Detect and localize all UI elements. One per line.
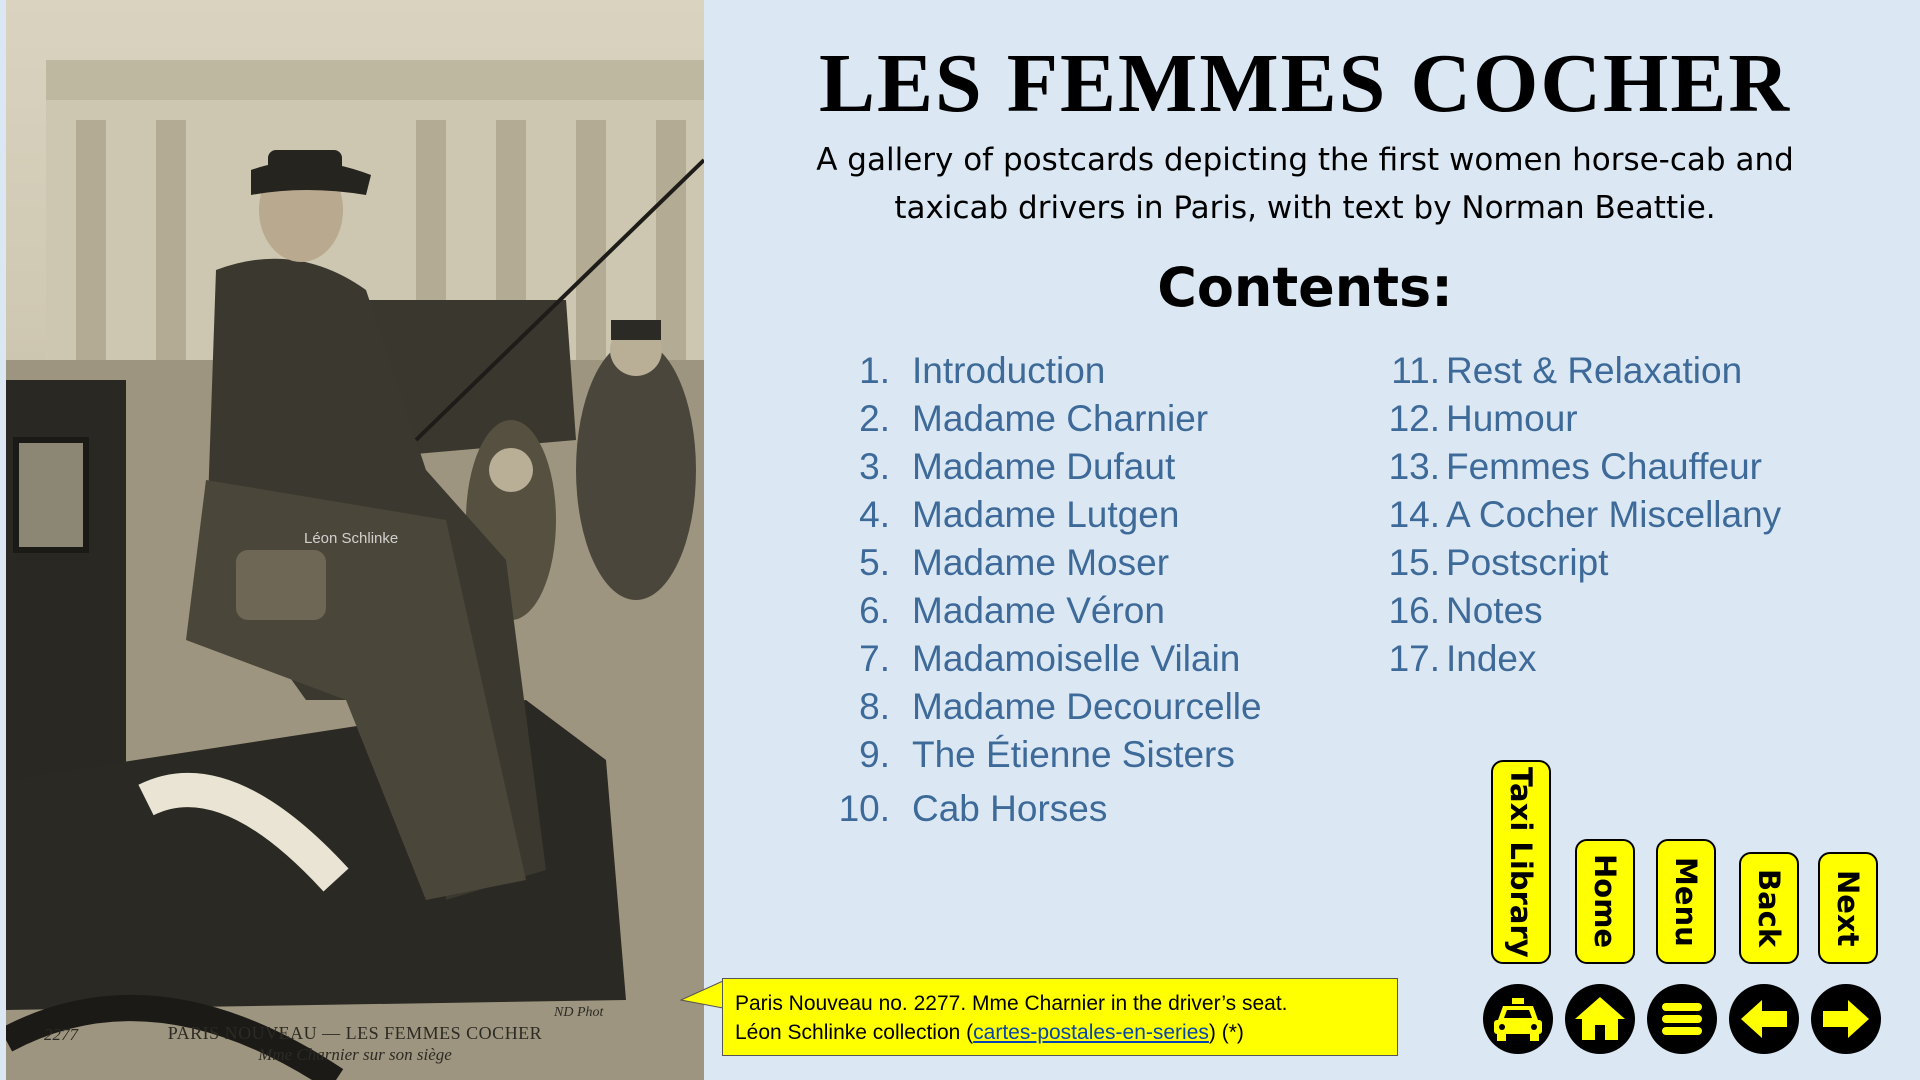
toc-item-number: 15. xyxy=(1388,542,1440,583)
toc-item xyxy=(810,446,1330,494)
photo-watermark: Léon Schlinke xyxy=(304,530,399,547)
toc-item-link[interactable]: Madame Moser xyxy=(912,542,1170,583)
toc-item-link[interactable]: Femmes Chauffeur xyxy=(1446,446,1762,487)
postcard-photo xyxy=(6,0,704,1080)
arrow-right-icon xyxy=(1811,984,1881,1054)
toc-right-column xyxy=(1370,350,1890,686)
toc-item-number: 3. xyxy=(859,446,890,487)
toc-left-column xyxy=(810,350,1330,836)
toc-item-number: 11. xyxy=(1391,350,1440,391)
toc-item xyxy=(1370,350,1890,398)
toc-item xyxy=(1370,590,1890,638)
toc-item xyxy=(1370,398,1890,446)
toc-item xyxy=(1370,446,1890,494)
toc-item xyxy=(810,638,1330,686)
home-label: Home xyxy=(1588,854,1622,949)
toc-item-link[interactable]: Madame Charnier xyxy=(912,398,1209,439)
next-button[interactable] xyxy=(1818,852,1878,964)
back-button[interactable] xyxy=(1739,852,1799,964)
toc-item-number: 16. xyxy=(1388,590,1440,631)
home-icon-button[interactable] xyxy=(1565,984,1635,1054)
taxi-icon-button[interactable] xyxy=(1483,984,1553,1054)
toc-item-number: 4. xyxy=(859,494,890,535)
source-link[interactable]: cartes-postales-en-series xyxy=(973,1021,1209,1044)
toc-item xyxy=(810,494,1330,542)
toc-item-number: 10. xyxy=(838,788,890,829)
toc-item-link[interactable]: Postscript xyxy=(1446,542,1609,583)
toc-item-number: 8. xyxy=(859,686,890,727)
toc-item-number: 13. xyxy=(1388,446,1440,487)
menu-button[interactable] xyxy=(1656,839,1716,964)
toc-item-number: 17. xyxy=(1388,638,1440,679)
toc-item-link[interactable]: Introduction xyxy=(912,350,1106,391)
toc-item xyxy=(810,350,1330,398)
taxi-library-label: Taxi Library xyxy=(1504,766,1538,958)
postcard-series-title: PARIS NOUVEAU — LES FEMMES COCHER xyxy=(167,1023,543,1043)
caption-pointer xyxy=(680,978,724,1018)
page-subtitle: A gallery of postcards depicting the first women horse-cab and taxicab drivers in Paris, with text by Norman Beattie. xyxy=(816,142,1794,226)
page-title: LES FEMMES COCHER xyxy=(818,37,1792,130)
caption-line-1: Paris Nouveau no. 2277. Mme Charnier in the driver’s seat. xyxy=(735,992,1288,1015)
menu-icon-button[interactable] xyxy=(1647,984,1717,1054)
photo-caption xyxy=(722,978,1398,1056)
toc-item-link[interactable]: Cab Horses xyxy=(912,788,1108,829)
toc-item-link[interactable]: The Étienne Sisters xyxy=(912,734,1235,775)
toc-item xyxy=(810,788,1330,836)
toc-item-link[interactable]: Notes xyxy=(1446,590,1543,631)
toc-item xyxy=(1370,494,1890,542)
toc-item-link[interactable]: Madame Lutgen xyxy=(912,494,1180,535)
toc-item xyxy=(1370,638,1890,686)
toc-item-number: 2. xyxy=(859,398,890,439)
toc-item xyxy=(810,398,1330,446)
toc-item xyxy=(810,542,1330,590)
home-icon xyxy=(1565,984,1635,1054)
back-icon-button[interactable] xyxy=(1729,984,1799,1054)
postcard-number: 2277 xyxy=(44,1025,78,1044)
home-button[interactable] xyxy=(1575,839,1635,964)
toc-item-number: 1. xyxy=(859,350,890,391)
toc-item-link[interactable]: Index xyxy=(1446,638,1537,679)
back-label: Back xyxy=(1752,868,1786,948)
toc-item-link[interactable]: Rest & Relaxation xyxy=(1446,350,1743,391)
caption-collection: Léon Schlinke collection ( xyxy=(735,1021,974,1044)
menu-icon xyxy=(1647,984,1717,1054)
contents-heading: Contents: xyxy=(1157,256,1453,319)
next-label: Next xyxy=(1831,869,1865,947)
toc-item-number: 9. xyxy=(859,734,890,775)
toc-item xyxy=(1370,542,1890,590)
toc-item xyxy=(810,686,1330,734)
toc-item-number: 14. xyxy=(1388,494,1440,535)
toc-item xyxy=(810,590,1330,638)
caption-line-2 xyxy=(735,1018,1385,1047)
toc-item-link[interactable]: Madame Dufaut xyxy=(912,446,1176,487)
taxi-library-button[interactable] xyxy=(1491,760,1551,964)
toc-item-link[interactable]: A Cocher Miscellany xyxy=(1446,494,1782,535)
toc-item-link[interactable]: Humour xyxy=(1446,398,1578,439)
next-icon-button[interactable] xyxy=(1811,984,1881,1054)
arrow-left-icon xyxy=(1729,984,1799,1054)
toc-item-link[interactable]: Madame Véron xyxy=(912,590,1165,631)
caption-note: ) (*) xyxy=(1208,1021,1244,1044)
toc-item-link[interactable]: Madame Decourcelle xyxy=(912,686,1262,727)
toc-item-number: 5. xyxy=(859,542,890,583)
postcard-subtitle: Mme Charnier sur son siège xyxy=(258,1045,452,1064)
toc-item-link[interactable]: Madamoiselle Vilain xyxy=(912,638,1241,679)
toc-item-number: 7. xyxy=(859,638,890,679)
taxi-icon xyxy=(1483,984,1553,1054)
toc-item xyxy=(810,734,1330,782)
postcard-photographer: ND Phot xyxy=(554,1005,604,1020)
toc-item-number: 6. xyxy=(859,590,890,631)
toc-item-number: 12. xyxy=(1388,398,1440,439)
menu-label: Menu xyxy=(1669,856,1703,947)
